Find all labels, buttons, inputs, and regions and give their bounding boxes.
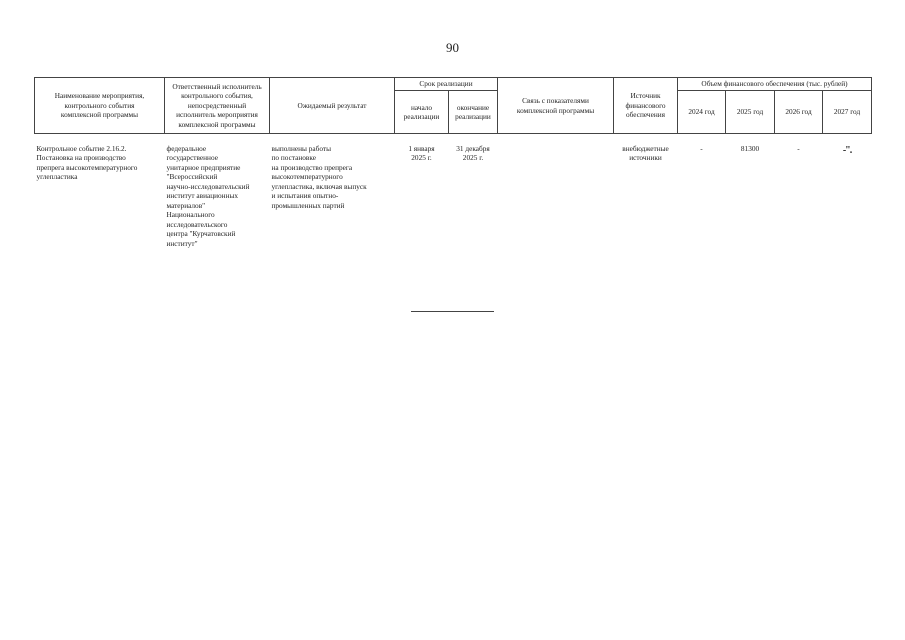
page-number: 90 <box>446 40 459 55</box>
header-year-2027: 2027 год <box>823 91 872 134</box>
cell-start: 1 января 2025 г. <box>395 134 449 273</box>
header-event-name: Наименование мероприятия, контрольного события комплексной программы <box>35 78 165 134</box>
header-year-2024: 2024 год <box>678 91 726 134</box>
header-year-2026: 2026 год <box>775 91 823 134</box>
cell-funding-source: внебюджетные источники <box>614 134 678 273</box>
header-funding-source: Источник финансового обеспечения <box>614 78 678 134</box>
cell-expected-result: выполнены работы по постановке на производство препрега высокотемпературного углепластика, включая выпуск и испытания опытно- промышленных партий <box>270 134 395 273</box>
end-separator-line <box>411 311 494 312</box>
header-period-start: начало реализации <box>395 91 449 134</box>
cell-2026: - <box>775 134 823 273</box>
cell-2027: -". <box>823 134 872 273</box>
header-expected-result: Ожидаемый результат <box>270 78 395 134</box>
header-responsible: Ответственный исполнитель контрольного события, непосредственный исполнитель мероприятия комплексной программы <box>165 78 270 134</box>
header-year-2025: 2025 год <box>726 91 775 134</box>
cell-event-name: Контрольное событие 2.16.2. Постановка на производство препрега высокотемпературного углепластика <box>35 134 165 273</box>
header-funding-volume: Объем финансового обеспечения (тыс. рублей) <box>678 78 872 91</box>
events-table <box>34 77 872 272</box>
header-indicators-link: Связь с показателями комплексной программы <box>498 78 614 134</box>
cell-responsible: федеральное государственное унитарное предприятие "Всероссийский научно-исследовательский институт авиационных материалов" Национального исследовательского центра "Курчатовский институт" <box>165 134 270 273</box>
header-period: Срок реализации <box>395 78 498 91</box>
cell-2024: - <box>678 134 726 273</box>
cell-indicators-link <box>498 134 614 273</box>
table-row <box>35 134 872 273</box>
header-period-end: окончание реализации <box>449 91 498 134</box>
cell-2025: 81300 <box>726 134 775 273</box>
header-row-1 <box>35 78 872 91</box>
cell-end: 31 декабря 2025 г. <box>449 134 498 273</box>
